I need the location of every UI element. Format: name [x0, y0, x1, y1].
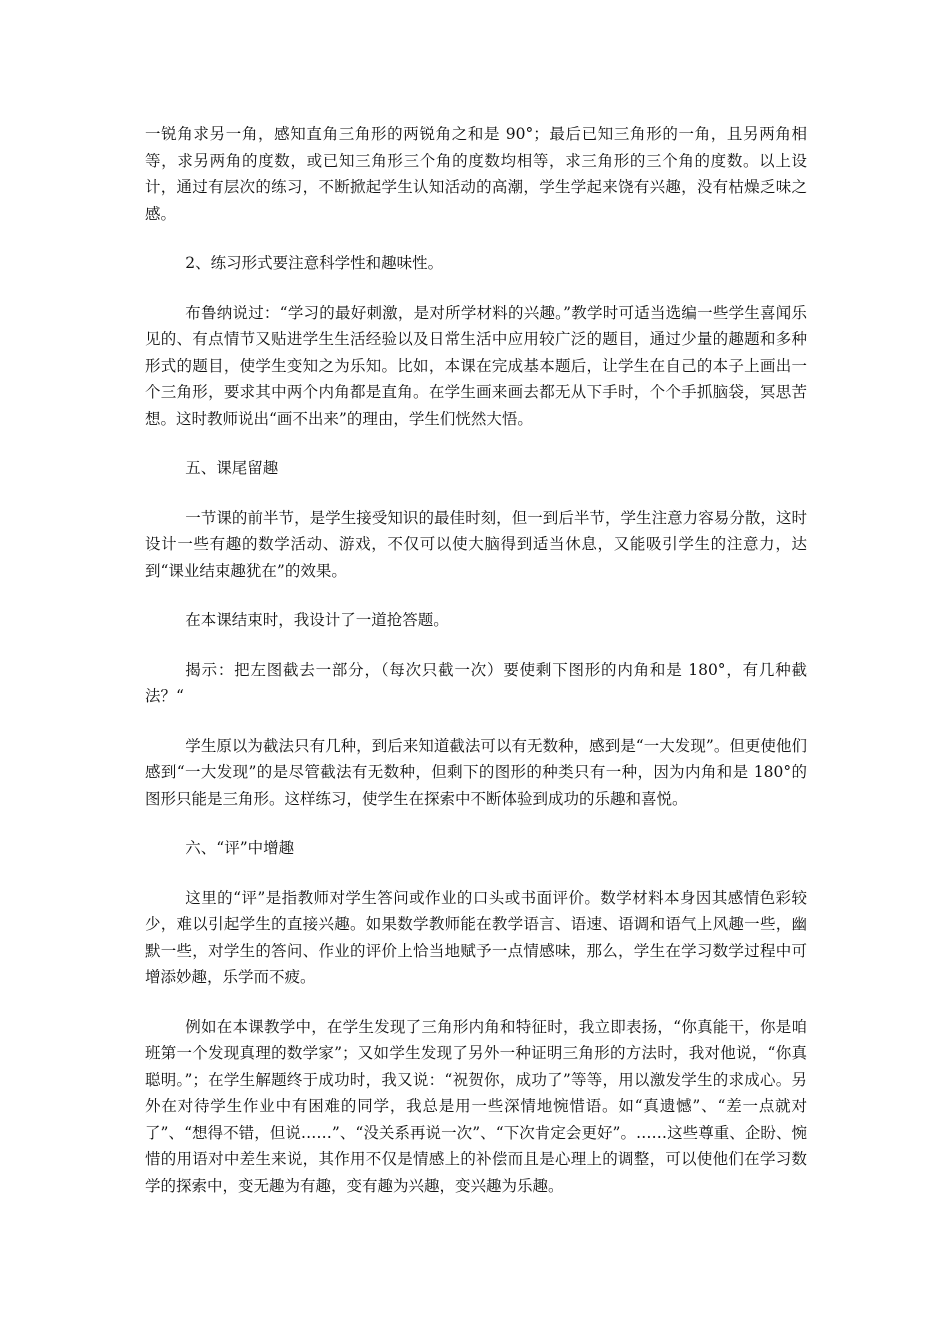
section-heading-practice-form: 2、练习形式要注意科学性和趣味性。 — [185, 254, 444, 272]
paragraph-practice-levels: 一锐角求另一角，感知直角三角形的两锐角之和是 90°；最后已知三角形的一角，且另两角相等，求另两角的度数，或已知三角形三个角的度数均相等，求三角形的三个角的度数。以上设计，通过有层次的练习，不断掀起学生认知活动的高潮，学生学起来饶有兴趣，没有枯燥乏味之感。 — [145, 125, 807, 223]
paragraph-bruner-quote: 布鲁纳说过：“学习的最好刺激，是对所学材料的兴趣。”教学时可适当选编一些学生喜闻乐见的、有点情节又贴进学生生活经验以及日常生活中应用较广泛的题目，通过少量的趣题和多种形式的题目，使学生变知之为乐知。比如，本课在完成基本题后，让学生在自己的本子上画出一个三角形，要求其中两个内角都是直角。在学生画来画去都无从下手时，个个手抓脑袋，冥思苦想。这时教师说出“画不出来”的理由，学生们恍然大悟。 — [145, 303, 807, 428]
section-heading-evaluation: 六、“评”中增趣 — [185, 839, 295, 857]
paragraph-discovery: 学生原以为截法只有几种，到后来知道截法可以有无数种，感到是“一大发现”。但更使他们感到“一大发现”的是尽管截法有无数种，但剩下的图形的种类只有一种，因为内角和是 180°的图形只能是三角形。这样练习，使学生在探索中不断体验到成功的乐趣和喜悦。 — [145, 736, 807, 808]
paragraph-quiz-intro: 在本课结束时，我设计了一道抢答题。 — [185, 611, 449, 629]
paragraph-quiz-question: 揭示：把左图截去一部分，（每次只截一次）要使剩下图形的内角和是 180°，有几种截法？“ — [145, 660, 807, 705]
paragraph-praise-examples: 例如在本课教学中，在学生发现了三角形内角和特征时，我立即表扬，“你真能干，你是咱班第一个发现真理的数学家”；又如学生发现了另外一种证明三角形的方法时，我对他说，“你真聪明。”；在学生解题终于成功时，我又说：“祝贺你，成功了”等等，用以激发学生的求成心。另外在对待学生作业中有困难的同学，我总是用一些深情地惋惜语。如“真遗憾”、“差一点就对了”、“想得不错，但说……”、“没关系再说一次”、“下次肯定会更好”。……这些尊重、企盼、惋惜的用语对中差生来说，其作用不仅是情感上的补偿而且是心理上的调整，可以使他们在学习数学的探索中，变无趣为有趣，变有趣为兴趣，变兴趣为乐趣。 — [145, 1017, 807, 1195]
paragraph-evaluation-meaning: 这里的“评”是指教师对学生答问或作业的口头或书面评价。数学材料本身因其感情色彩较少，难以引起学生的直接兴趣。如果数学教师能在教学语言、语速、语调和语气上风趣一些，幽默一些，对学生的答问、作业的评价上恰当地赋予一点情感味，那么，学生在学习数学过程中可增添妙趣，乐学而不疲。 — [145, 888, 807, 986]
document-page — [145, 121, 807, 1222]
paragraph-second-half: 一节课的前半节，是学生接受知识的最佳时刻，但一到后半节，学生注意力容易分散，这时设计一些有趣的数学活动、游戏，不仅可以使大脑得到适当休息，又能吸引学生的注意力，达到“课业结束趣犹在”的效果。 — [145, 508, 807, 580]
section-heading-lesson-end: 五、课尾留趣 — [185, 459, 279, 477]
